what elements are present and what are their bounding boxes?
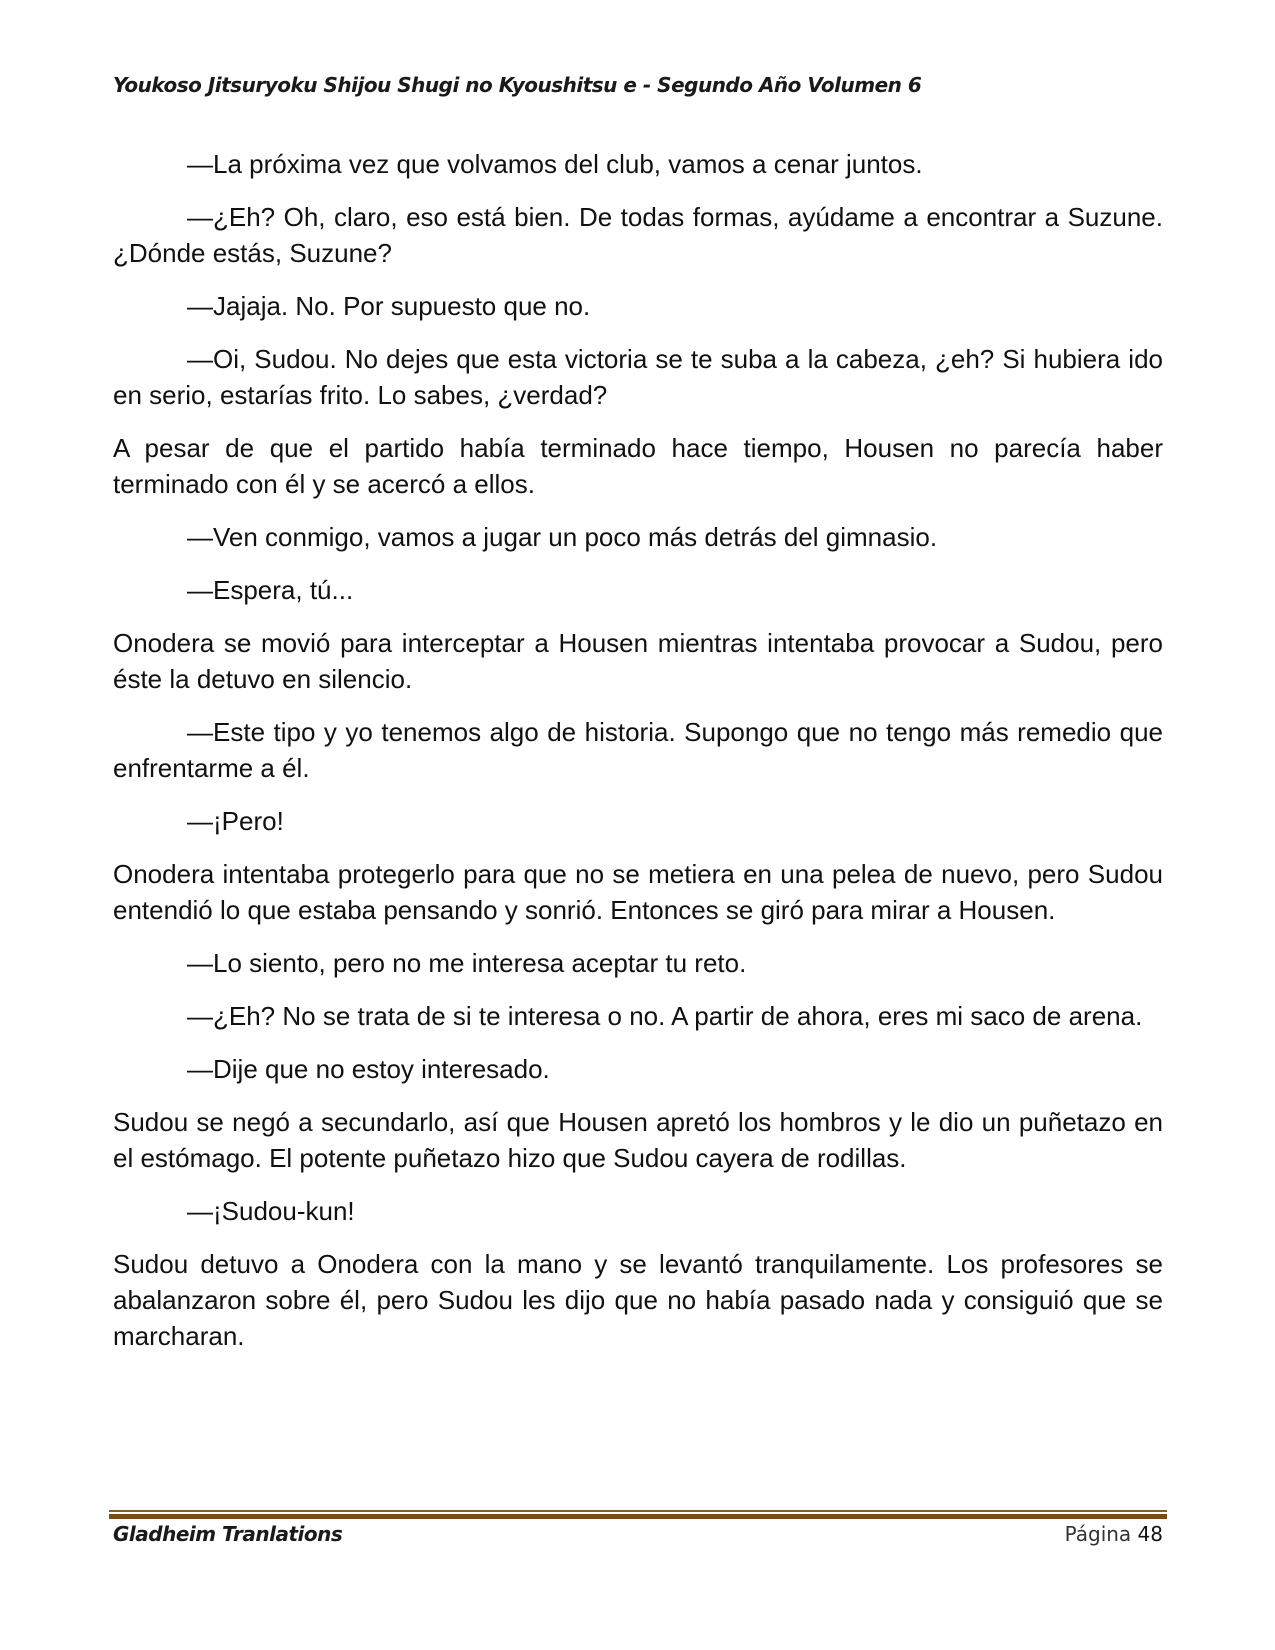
paragraph: —¡Pero!: [187, 806, 284, 836]
paragraph: —¿Eh? No se trata de si te interesa o no. A partir de ahora, eres mi saco de arena.: [187, 1001, 1143, 1031]
paragraph: —Este tipo y yo tenemos algo de historia. Supongo que no tengo más remedio que enfrentarme a él.: [113, 717, 1163, 783]
footer-divider-thick-line: [109, 1514, 1167, 1519]
paragraph: —Ven conmigo, vamos a jugar un poco más detrás del gimnasio.: [187, 522, 938, 552]
paragraph: —Jajaja. No. Por supuesto que no.: [187, 291, 591, 321]
paragraph: Sudou detuvo a Onodera con la mano y se levantó tranquilamente. Los profesores se abalanzaron sobre él, pero Sudou les dijo que no había pasado nada y consiguió que se marcharan.: [113, 1249, 1163, 1351]
footer-credit: Gladheim Tranlations: [113, 1522, 343, 1546]
paragraph: Onodera intentaba protegerlo para que no se metiera en una pelea de nuevo, pero Sudou entendió lo que estaba pensando y sonrió. Entonces se giró para mirar a Housen.: [113, 859, 1163, 925]
paragraph: —Dije que no estoy interesado.: [187, 1054, 550, 1084]
paragraph: A pesar de que el partido había terminado hace tiempo, Housen no parecía haber terminado con él y se acercó a ellos.: [113, 433, 1163, 499]
paragraph: —Espera, tú...: [187, 575, 354, 605]
paragraph: —La próxima vez que volvamos del club, vamos a cenar juntos.: [187, 149, 923, 179]
page-number: 48: [1137, 1522, 1163, 1546]
footer-divider-thin-line: [109, 1510, 1167, 1512]
paragraph: —¿Eh? Oh, claro, eso está bien. De todas formas, ayúdame a encontrar a Suzune. ¿Dónde estás, Suzune?: [113, 202, 1163, 268]
page-label: Página: [1064, 1522, 1132, 1546]
body-text: [113, 146, 1163, 1371]
paragraph: Sudou se negó a secundarlo, así que Housen apretó los hombros y le dio un puñetazo en el estómago. El potente puñetazo hizo que Sudou cayera de rodillas.: [113, 1107, 1163, 1173]
paragraph: —¡Sudou-kun!: [187, 1196, 355, 1226]
paragraph: —Oi, Sudou. No dejes que esta victoria se te suba a la cabeza, ¿eh? Si hubiera ido en serio, estarías frito. Lo sabes, ¿verdad?: [113, 344, 1163, 410]
footer-divider: [109, 1510, 1167, 1520]
page-number-label: [1065, 1522, 1163, 1546]
paragraph: Onodera se movió para interceptar a Housen mientras intentaba provocar a Sudou, pero éste la detuvo en silencio.: [113, 628, 1163, 694]
paragraph: —Lo siento, pero no me interesa aceptar tu reto.: [187, 948, 747, 978]
header-title: Youkoso Jitsuryoku Shijou Shugi no Kyoushitsu e - Segundo Año Volumen 6: [113, 73, 922, 97]
